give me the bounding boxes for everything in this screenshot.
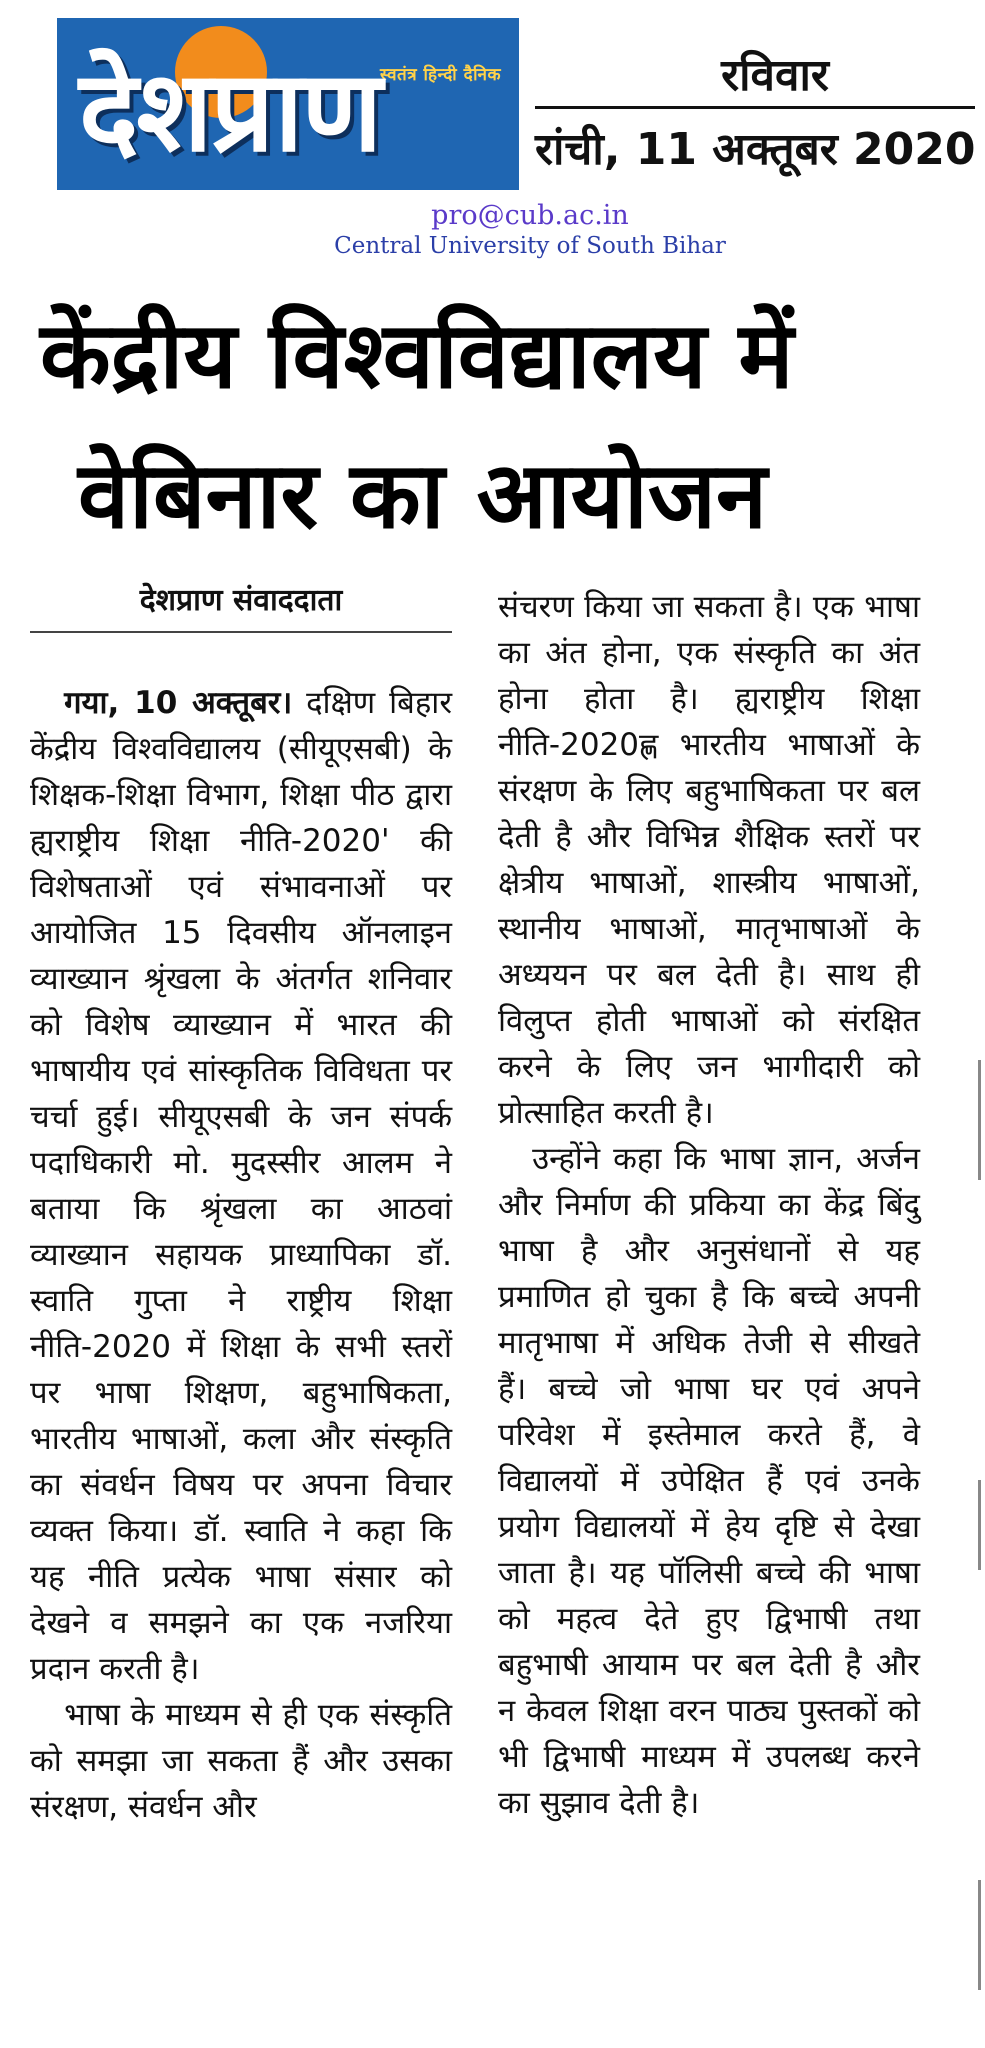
masthead-brand: देशप्राण — [79, 47, 381, 177]
headline-line-1: केंद्रीय विश्वविद्यालय में — [40, 302, 794, 409]
article-paragraph-1 — [30, 680, 452, 1692]
masthead-tagline: स्वतंत्र हिन्दी दैनिक — [379, 65, 501, 85]
contact-institution: Central University of South Bihar — [334, 233, 726, 259]
article-paragraph-3: उन्होंने कहा कि भाषा ज्ञान, अर्जन और निर्माण की प्रकिया का केंद्र बिंदु भाषा है और अनुसंधानों से यह प्रमाणित हो चुका है कि बच्चे अपनी मातृभाषा में अधिक तेजी से सीखते हैं। बच्चे जो भाषा घर एवं अपने परिवेश में इस्तेमाल करते हैं, वे विद्यालयों में उपेक्षित हैं एवं उनके प्रयोग विद्यालयों में हेय दृष्टि से देखा जाता है। यह पॉलिसी बच्चे की भाषा को महत्व देते हुए द्विभाषी तथा बहुभाषी आयाम पर बल देती है और न केवल शिक्षा वरन पाठ्य पुस्तकों को भी द्विभाषी माध्यम में उपलब्ध करने का सुझाव देती है। — [498, 1141, 920, 1821]
dateline-day: रविवार — [535, 52, 975, 109]
margin-mark — [978, 1880, 981, 1990]
margin-mark — [978, 1060, 981, 1180]
article-paragraph-2-end: संचरण किया जा सकता है। एक भाषा का अंत होना, एक संस्कृति का अंत होना होता है। ह्यराष्ट्रीय शिक्षा नीति-2020ह्ण भारतीय भाषाओं के संरक्षण के लिए बहुभाषिकता पर बल देती है और विभिन्न शैक्षिक स्तरों पर क्षेत्रीय भाषाओं, शास्त्रीय भाषाओं, स्थानीय भाषाओं, मातृभाषाओं के अध्ययन पर बल देती है। साथ ही विलुप्त होती भाषाओं को संरक्षित करने के लिए जन भागीदारी को प्रोत्साहित करती है। — [498, 589, 920, 1131]
dateline-date: रांची, 11 अक्तूबर 2020 — [535, 124, 976, 176]
article-lead: गया, 10 अक्तूबर। — [64, 685, 293, 721]
headline — [22, 286, 972, 566]
byline-text: देशप्राण संवाददाता — [139, 583, 343, 618]
headline-line-2: वेबिनार का आयोजन — [78, 442, 768, 549]
dateline — [535, 52, 975, 177]
contact-email: pro@cub.ac.in — [431, 200, 629, 231]
byline-rule — [30, 631, 452, 633]
article-paragraph-1-body: दक्षिण बिहार केंद्रीय विश्वविद्यालय (सीयूएसबी) के शिक्षक-शिक्षा विभाग, शिक्षा पीठ द्वारा ह्यराष्ट्रीय शिक्षा नीति-2020' की विशेषताओं एवं संभावनाओं पर आयोजित 15 दिवसीय ऑनलाइन व्याख्यान श्रृंखला के अंतर्गत शनिवार को विशेष व्याख्यान में भारत की भाषायीय एवं सांस्कृतिक विविधता पर चर्चा हुई। सीयूएसबी के जन संपर्क पदाधिकारी मो. मुदस्सीर आलम ने बताया कि श्रृंखला का आठवां व्याख्यान सहायक प्राध्यापिका डॉ. स्वाति गुप्ता ने राष्ट्रीय शिक्षा नीति-2020 में शिक्षा के सभी स्तरों पर भाषा शिक्षण, बहुभाषिकता, भारतीय भाषाओं, कला और संस्कृति का संवर्धन विषय पर अपना विचार व्यक्त किया। डॉ. स्वाति ने कहा कि यह नीति प्रत्येक भाषा संसार को देखने व समझने का एक नजरिया प्रदान करती है। — [30, 685, 452, 1687]
article-column-1 — [30, 680, 452, 1830]
byline — [30, 578, 452, 633]
article-paragraph-2-start: भाषा के माध्यम से ही एक संस्कृति को समझा जा सकता हैं और उसका संरक्षण, संवर्धन और — [30, 1697, 452, 1825]
article-column-2 — [498, 584, 920, 1826]
masthead-logo — [57, 18, 519, 190]
margin-mark — [978, 1480, 981, 1570]
contact-block — [220, 200, 840, 259]
